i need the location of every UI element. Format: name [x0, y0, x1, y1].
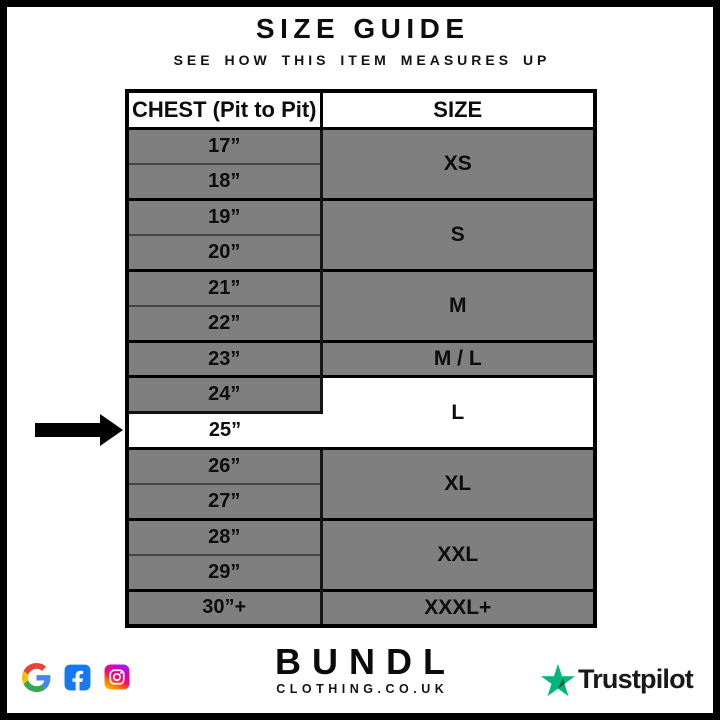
page-subtitle: SEE HOW THIS ITEM MEASURES UP [173, 52, 551, 68]
size-cell: M [321, 270, 595, 341]
table-row [127, 377, 595, 413]
chest-cell: 27” [127, 484, 321, 520]
size-guide-table [125, 89, 597, 628]
size-cell: XXL [321, 519, 595, 590]
chest-cell: 30”+ [127, 590, 321, 626]
size-cell-highlighted: L [321, 377, 595, 448]
size-cell: XS [321, 128, 595, 199]
page-title: SIZE GUIDE [255, 13, 470, 44]
table-row [127, 341, 595, 377]
size-cell: XL [321, 448, 595, 519]
chest-cell: 26” [127, 448, 321, 484]
chest-cell: 17” [127, 128, 321, 164]
brand-name: BUNDL [275, 641, 456, 682]
size-cell: XXXL+ [321, 590, 595, 626]
table-row [127, 448, 595, 484]
size-cell: S [321, 199, 595, 270]
size-cell: M / L [321, 341, 595, 377]
brand-domain: CLOTHING.CO.UK [276, 682, 449, 696]
chest-cell: 24” [127, 377, 321, 413]
chest-cell: 23” [127, 341, 321, 377]
table-header-row [127, 91, 595, 128]
table-row [127, 128, 595, 164]
chest-column-header: CHEST (Pit to Pit) [127, 91, 321, 128]
table-row [127, 270, 595, 306]
arrow-right-icon [35, 414, 123, 446]
trustpilot-star-icon [541, 663, 575, 696]
table-row [127, 590, 595, 626]
chest-cell: 29” [127, 555, 321, 591]
table-row [127, 199, 595, 235]
chest-cell: 20” [127, 235, 321, 271]
table-row [127, 519, 595, 555]
chest-cell: 22” [127, 306, 321, 342]
chest-cell-highlighted: 25” [127, 413, 321, 449]
chest-cell: 21” [127, 270, 321, 306]
size-column-header: SIZE [321, 91, 595, 128]
trustpilot-logo [541, 661, 693, 698]
trustpilot-label: Trustpilot [578, 664, 693, 694]
chest-cell: 28” [127, 519, 321, 555]
chest-cell: 19” [127, 199, 321, 235]
chest-cell: 18” [127, 164, 321, 200]
